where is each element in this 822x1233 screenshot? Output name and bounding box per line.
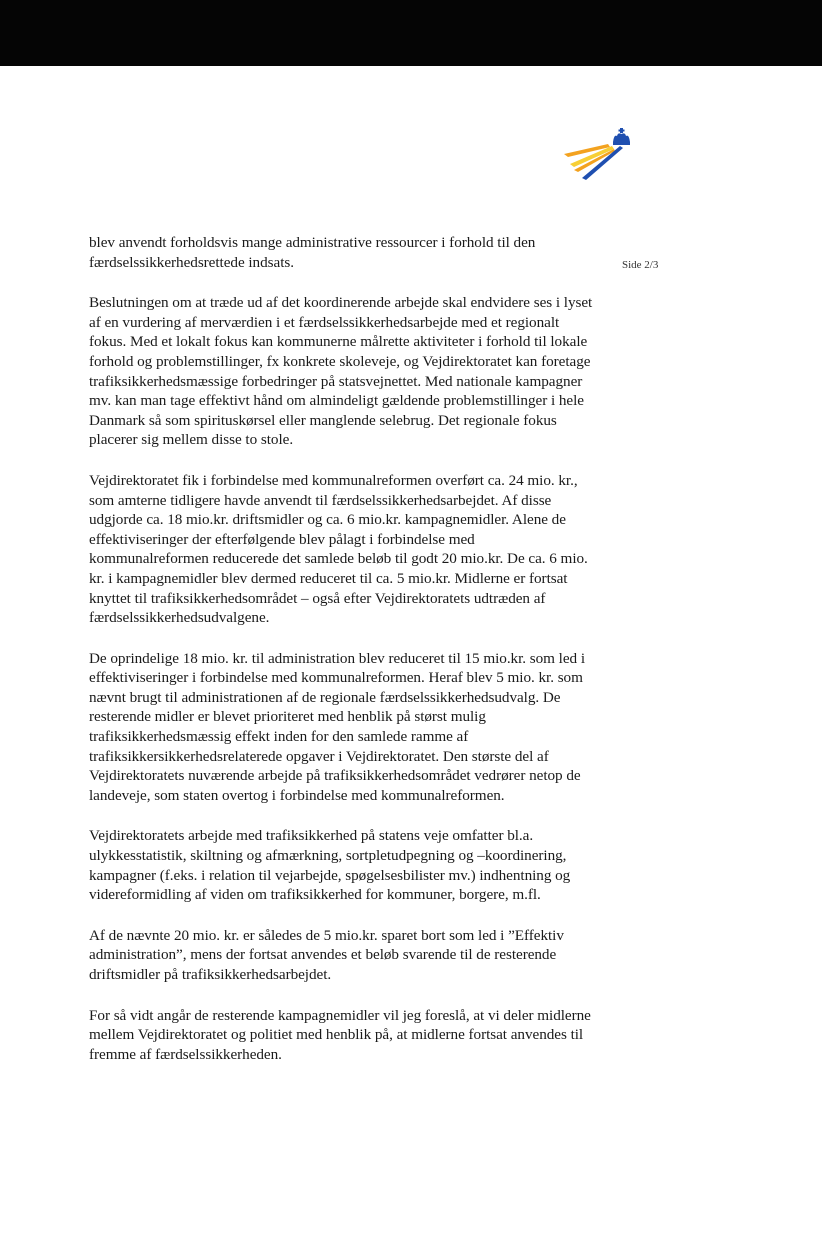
crowned-road-lines-logo-icon xyxy=(560,124,644,184)
paragraph: For så vidt angår de resterende kampagnemidler vil jeg foreslå, at vi deler midlerne mellem Vejdirektoratet og politiet med henblik på, at midlerne fortsat anvendes til fremme af færdselssikkerheden. xyxy=(89,1006,591,1063)
page-number: Side 2/3 xyxy=(622,259,659,271)
paragraph: Vejdirektoratet fik i forbindelse med kommunalreformen overført ca. 24 mio. kr., som amterne tidligere havde anvendt til færdselssikkerhedsarbejdet. Af disse udgjorde ca. 18 mio.kr. driftsmidler og ca. 6 mio.kr. kampagnemidler. Alene de effektiviseringer der efterfølgende blev pålagt i forbindelse med kommunalreformen reducerede det samlede beløb til godt 20 mio.kr. De ca. 6 mio. kr. i kampagnemidler blev dermed reduceret til ca. 5 mio.kr. Midlerne er fortsat knyttet til trafiksikkerhedsområdet – også efter Vejdirektoratets udtræden af færdselssikkerhedsudvalgene. xyxy=(89,471,588,627)
scan-border-bar xyxy=(0,0,822,66)
paragraph: Beslutningen om at træde ud af det koordinerende arbejde skal endvidere ses i lyset af en vurdering af merværdien i et færdselssikkerhedsarbejde med et regionalt fokus. Med et lokalt fokus kan kommunerne målrette aktiviteter i forhold til lokale forhold og problemstillinger, fx konkrete skoleveje, og Vejdirektoratet kan foretage trafiksikkerhedsmæssige forbedringer på statsvejnettet. Med nationale kampagner mv. kan man tage effektivt hånd om almindeligt gældende problemstillinger i hele Danmark så som spirituskørsel eller manglende selebrug. Det regionale fokus placerer sig mellem disse to stole. xyxy=(89,294,593,449)
paragraph: Af de nævnte 20 mio. kr. er således de 5 mio.kr. sparet bort som led i ”Effektiv administration”, mens der fortsat anvendes et beløb svarende til de resterende driftsmidler på trafiksikkerhedsarbejdet. xyxy=(89,926,564,983)
letter-body xyxy=(89,233,594,1085)
paragraph: blev anvendt forholdsvis mange administrative ressourcer i forhold til den færdselssikkerhedsrettede indsats. xyxy=(89,234,536,271)
crown-icon xyxy=(613,128,630,145)
paragraph: Vejdirektoratets arbejde med trafiksikkerhed på statens veje omfatter bl.a. ulykkesstatistik, skiltning og afmærkning, sortpletudpegning og –koordinering, kampagner (f.eks. i relation til vejarbejde, spøgelsesbilister mv.) indhentning og videreformidling af viden om trafiksikkerhed for kommuner, borgere, m.fl. xyxy=(89,827,571,904)
paragraph: De oprindelige 18 mio. kr. til administration blev reduceret til 15 mio.kr. som led i effektiviseringer i forbindelse med kommunalreformen. Heraf blev 5 mio. kr. som nævnt brugt til administrationen af de regionale færdselssikkerhedsudvalg. De resterende midler er blevet prioriteret med henblik på størst mulig trafiksikkerhedsmæssig effekt inden for den samlede ramme af trafiksikkersikkerhedsrelaterede opgaver i Vejdirektoratet. Den største del af Vejdirektoratets nuværende arbejde på trafiksikkerhedsområdet vedrører netop de landeveje, som staten overtog i forbindelse med kommunalreformen. xyxy=(89,649,586,804)
